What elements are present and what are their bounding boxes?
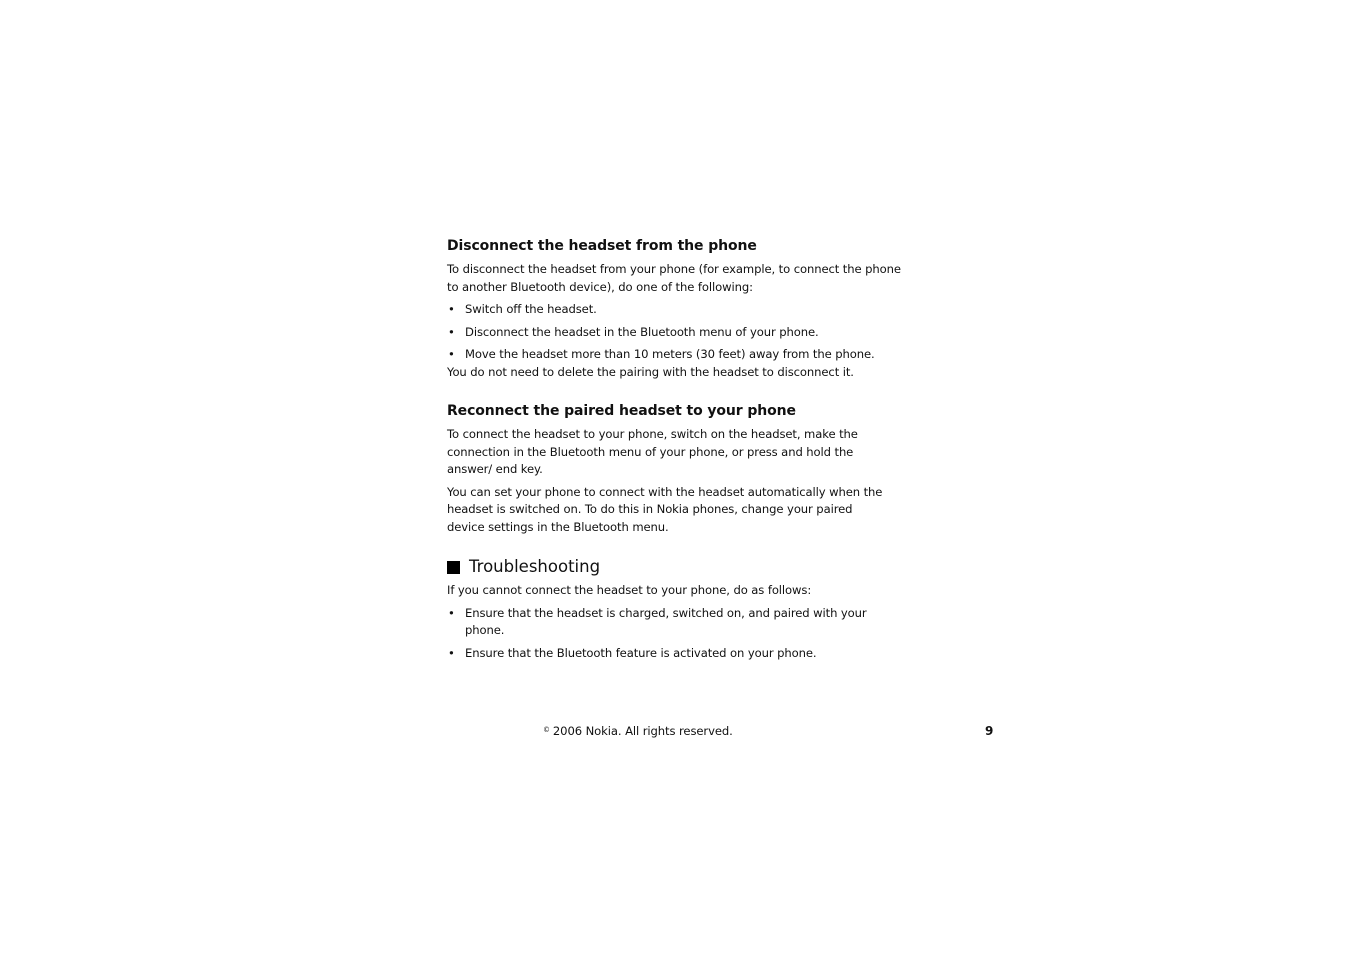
list-item: • Ensure that the headset is charged, switched on, and paired with your phone. (448, 605, 867, 637)
troubleshooting-intro: If you cannot connect the headset to your phone, do as follows: (447, 583, 812, 597)
reconnect-paragraph-1: To connect the headset to your phone, switch on the headset, make the connection in the Bluetooth menu of your phone, or press and hold the answer/ end key. (447, 427, 858, 476)
disconnect-outro: You do not need to delete the pairing with the headset to disconnect it. (447, 364, 854, 379)
copyright-symbol: © (543, 726, 550, 734)
bullet-icon: • (448, 324, 455, 339)
bullet-icon: • (448, 347, 455, 361)
list-item: • Ensure that the Bluetooth feature is activated on your phone. (447, 645, 907, 663)
heading-disconnect: Disconnect the headset from the phone (447, 238, 757, 254)
disconnect-intro: To disconnect the headset from your phone (for example, to connect the phone to another Bluetooth device), do one of the following: (447, 262, 901, 294)
troubleshooting-title: Troubleshooting (469, 557, 601, 576)
bullet-icon: • (448, 302, 455, 316)
bullet-icon: • (448, 645, 455, 660)
heading-reconnect: Reconnect the paired headset to your phone (447, 403, 796, 419)
list-item: • Switch off the headset. (447, 301, 907, 319)
page-number: 9 (985, 724, 994, 738)
copyright-text: 2006 Nokia. All rights reserved. (552, 724, 733, 738)
list-item: • Move the headset more than 10 meters (30 feet) away from the phone. (447, 346, 907, 364)
reconnect-paragraph-2: You can set your phone to connect with the headset automatically when the headset is switched on. To do this in Nokia phones, change your paired device settings in the Bluetooth menu. (447, 484, 883, 534)
disconnect-bullet-list (447, 301, 907, 364)
copyright-footer (543, 723, 733, 739)
list-item: • Disconnect the headset in the Bluetooth menu of your phone. (447, 324, 907, 342)
bullet-icon: • (448, 605, 455, 620)
page-content (447, 236, 907, 667)
section-square-icon (447, 561, 460, 574)
troubleshooting-bullet-list (447, 605, 907, 663)
heading-troubleshooting (447, 556, 907, 578)
